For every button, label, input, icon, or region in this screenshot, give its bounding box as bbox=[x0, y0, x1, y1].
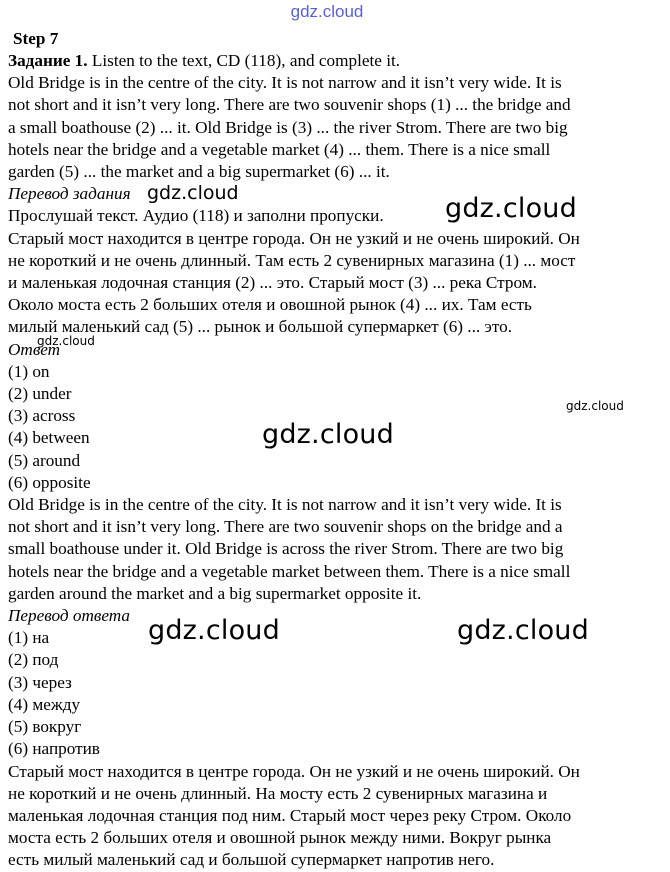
answer-translation-line: Старый мост находится в центре города. Он не узкий и не очень широкий. Он bbox=[8, 761, 580, 781]
answer-translation-heading: Перевод ответа bbox=[8, 606, 130, 626]
task-text-line: not short and it isn’t very long. There are two souvenir shops (1) ... the bridge and bbox=[8, 95, 571, 115]
answer-translation-item: (1) на bbox=[8, 628, 50, 648]
watermark: gdz.cloud bbox=[566, 399, 624, 413]
watermark: gdz.cloud bbox=[147, 182, 239, 204]
task-instruction-text: Listen to the text, CD (118), and complete it. bbox=[87, 51, 401, 70]
answer-translation-line: не короткий и не очень длинный. На мосту есть 2 сувенирных магазина и bbox=[8, 783, 548, 803]
answer-text-line: hotels near the bridge and a vegetable market between them. There is a nice small bbox=[8, 561, 571, 581]
answer-text-line: garden around the market and a big supermarket opposite it. bbox=[8, 583, 422, 603]
answer-translation-line: маленькая лодочная станция под ним. Старый мост через реку Стром. Около bbox=[8, 805, 572, 825]
answer-text-line: not short and it isn’t very long. There are two souvenir shops on the bridge and a bbox=[8, 517, 563, 537]
answer-translation-item: (6) напротив bbox=[8, 739, 100, 759]
answer-translation-line: есть милый маленький сад и большой супермаркет напротив него. bbox=[8, 850, 495, 870]
task-text-line: garden (5) ... the market and a big supermarket (6) ... it. bbox=[8, 162, 390, 182]
step-title: Step 7 bbox=[13, 29, 59, 48]
task-translation-line: Старый мост находится в центре города. Он не узкий и не очень широкий. Он bbox=[8, 228, 580, 248]
answer-heading: Ответ bbox=[8, 339, 61, 359]
answer-translation-item: (2) под bbox=[8, 650, 59, 670]
task-translation-line: Прослушай текст. Аудио (118) и заполни пропуски. bbox=[8, 206, 384, 226]
task-label: Задание 1. bbox=[8, 51, 88, 70]
watermark: gdz.cloud bbox=[457, 615, 589, 646]
task-instruction bbox=[8, 50, 648, 72]
task-translation-line: и маленькая лодочная станция (2) ... это. Старый мост (3) ... река Стром. bbox=[8, 273, 537, 293]
task-translation-heading: Перевод задания bbox=[8, 184, 131, 204]
answer-text-line: Old Bridge is in the centre of the city. It is not narrow and it isn’t very wide. It is bbox=[8, 495, 562, 515]
watermark: gdz.cloud bbox=[445, 193, 577, 224]
answer-item: (3) across bbox=[8, 406, 76, 426]
task-translation-line: милый маленький сад (5) ... рынок и большой супермаркет (6) ... это. bbox=[8, 317, 513, 337]
answer-item: (2) under bbox=[8, 384, 72, 404]
task-translation-line: Около моста есть 2 больших отеля и овошной рынок (4) ... их. Там есть bbox=[8, 295, 532, 315]
answer-section bbox=[8, 339, 648, 605]
answer-item: (6) opposite bbox=[8, 472, 91, 492]
task-section bbox=[8, 50, 648, 183]
task-text-line: hotels near the bridge and a vegetable market (4) ... them. There is a nice small bbox=[8, 139, 551, 159]
watermark: gdz.cloud bbox=[148, 615, 280, 646]
task-translation-line: не короткий и не очень длинный. Там есть 2 сувенирных магазина (1) ... мост bbox=[8, 250, 576, 270]
header-watermark-text: gdz.cloud bbox=[290, 2, 364, 21]
answer-translation-item: (5) вокруг bbox=[8, 717, 82, 737]
answer-translation-item: (3) через bbox=[8, 672, 72, 692]
header-watermark bbox=[0, 0, 662, 28]
answer-item: (4) between bbox=[8, 428, 90, 448]
answer-item: (1) on bbox=[8, 361, 50, 381]
answer-item: (5) around bbox=[8, 450, 81, 470]
answer-text-line: small boathouse under it. Old Bridge is across the river Strom. There are two big bbox=[8, 539, 564, 559]
task-text-line: Old Bridge is in the centre of the city. It is not narrow and it isn’t very wide. It is bbox=[8, 73, 562, 93]
watermark: gdz.cloud bbox=[262, 419, 394, 450]
watermark: gdz.cloud bbox=[37, 334, 95, 348]
task-text-line: a small boathouse (2) ... it. Old Bridge is (3) ... the river Strom. There are two big bbox=[8, 117, 568, 137]
answer-translation-line: моста есть 2 больших отеля и овошной рынок между ними. Вокруг рынка bbox=[8, 828, 552, 848]
answer-translation-item: (4) между bbox=[8, 694, 81, 714]
